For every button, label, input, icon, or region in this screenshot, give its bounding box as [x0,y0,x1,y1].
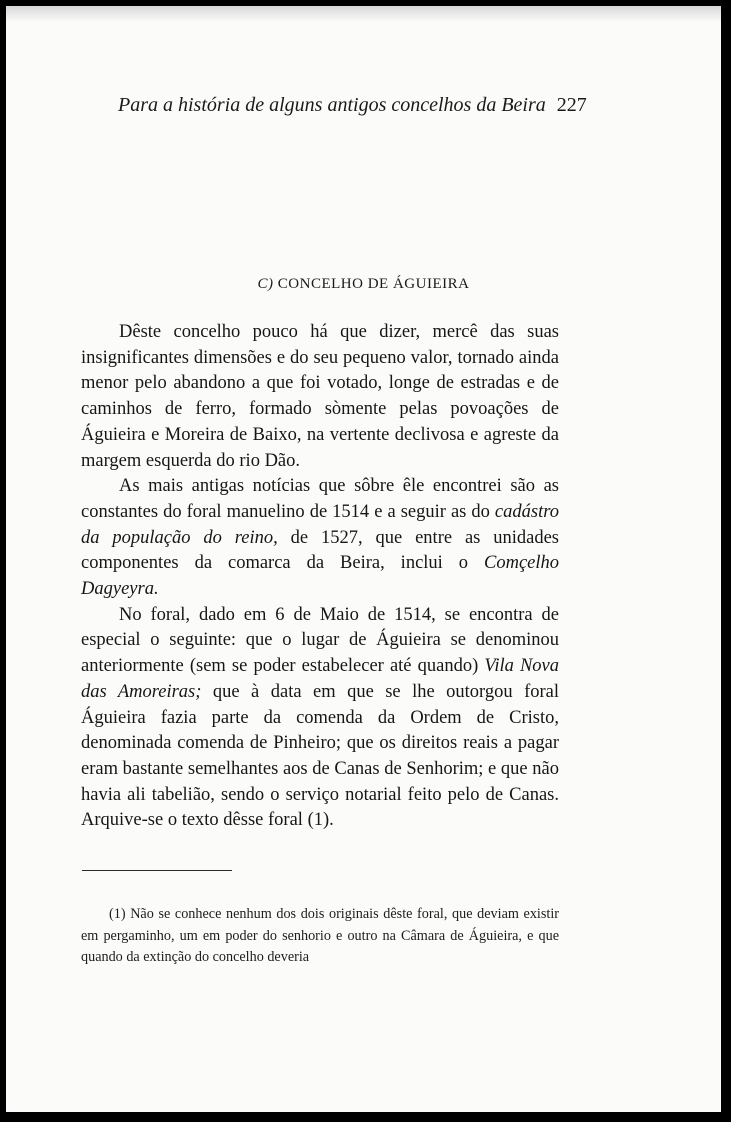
paragraph-2-text: As mais antigas notícias que sôbre êle encontrei são as constantes do foral manuelino de 1514 e a seguir as do [81,476,559,522]
paragraph-3-italic-name: Vila Nova das Amoreiras; [81,656,560,702]
paragraph-3-end: . [329,810,334,831]
paragraph-3-text: No foral, dado em 6 de Maio de 1514, se encontra de especial o seguinte: que o lugar de Águieira se denominou anteriormente (sem se poder estabelecer até quando) [81,604,559,677]
footnote-reference[interactable]: (1) [307,810,330,831]
paragraph-2-text-cont: de 1527, que entre as unidades componentes da comarca da Beira, inclui o [81,527,560,574]
body-text [81,320,559,834]
paragraph-2-italic-title: cadástro da população do reino, [81,501,559,548]
footnote-divider [82,870,232,871]
paragraph-2 [81,474,559,603]
running-head-title: Para a história de alguns antigos concelhos da Beira [118,94,546,116]
footnote [81,904,559,969]
paragraph-1: Dêste concelho pouco há que dizer, mercê das suas insignificantes dimensões e do seu pequeno valor, tornado ainda menor pelo abandono a que foi votado, longe de estradas e de caminhos de ferro, formado sòmente pelas povoações de Águieira e Moreira de Baixo, na vertente declivosa e agreste da margem esquerda do rio Dão. [81,322,559,471]
running-head [118,94,587,117]
section-title: CONCELHO DE ÁGUIEIRA [277,276,470,292]
footnote-text: Não se conhece nenhum dos dois originais dêste foral, que deviam existir em pergaminho, um em poder do senhorio e outro na Câmara de Águieira, e que quando da extinção do concelho deveria [81,906,560,965]
paragraph-3-text-cont: que à data em que se lhe outorgou foral Águieira fazia parte da comenda da Ordem de Cristo, denominada comenda de Pinheiro; que os direitos reais a pagar eram bastante semelhantes aos de Canas de Senhorim; e que não havia ali tabelião, sendo o serviço notarial feito pelo de Canas. Arquive-se o texto dêsse foral [81,681,560,831]
paragraph-3 [81,603,559,834]
footnote-marker: (1) [109,906,126,922]
page-number: 227 [556,94,587,116]
book-page [6,6,721,1112]
paragraph-2-italic-name: Comçelho Dagyeyra. [81,553,560,600]
section-heading [81,276,646,293]
section-letter: C) [257,276,274,292]
